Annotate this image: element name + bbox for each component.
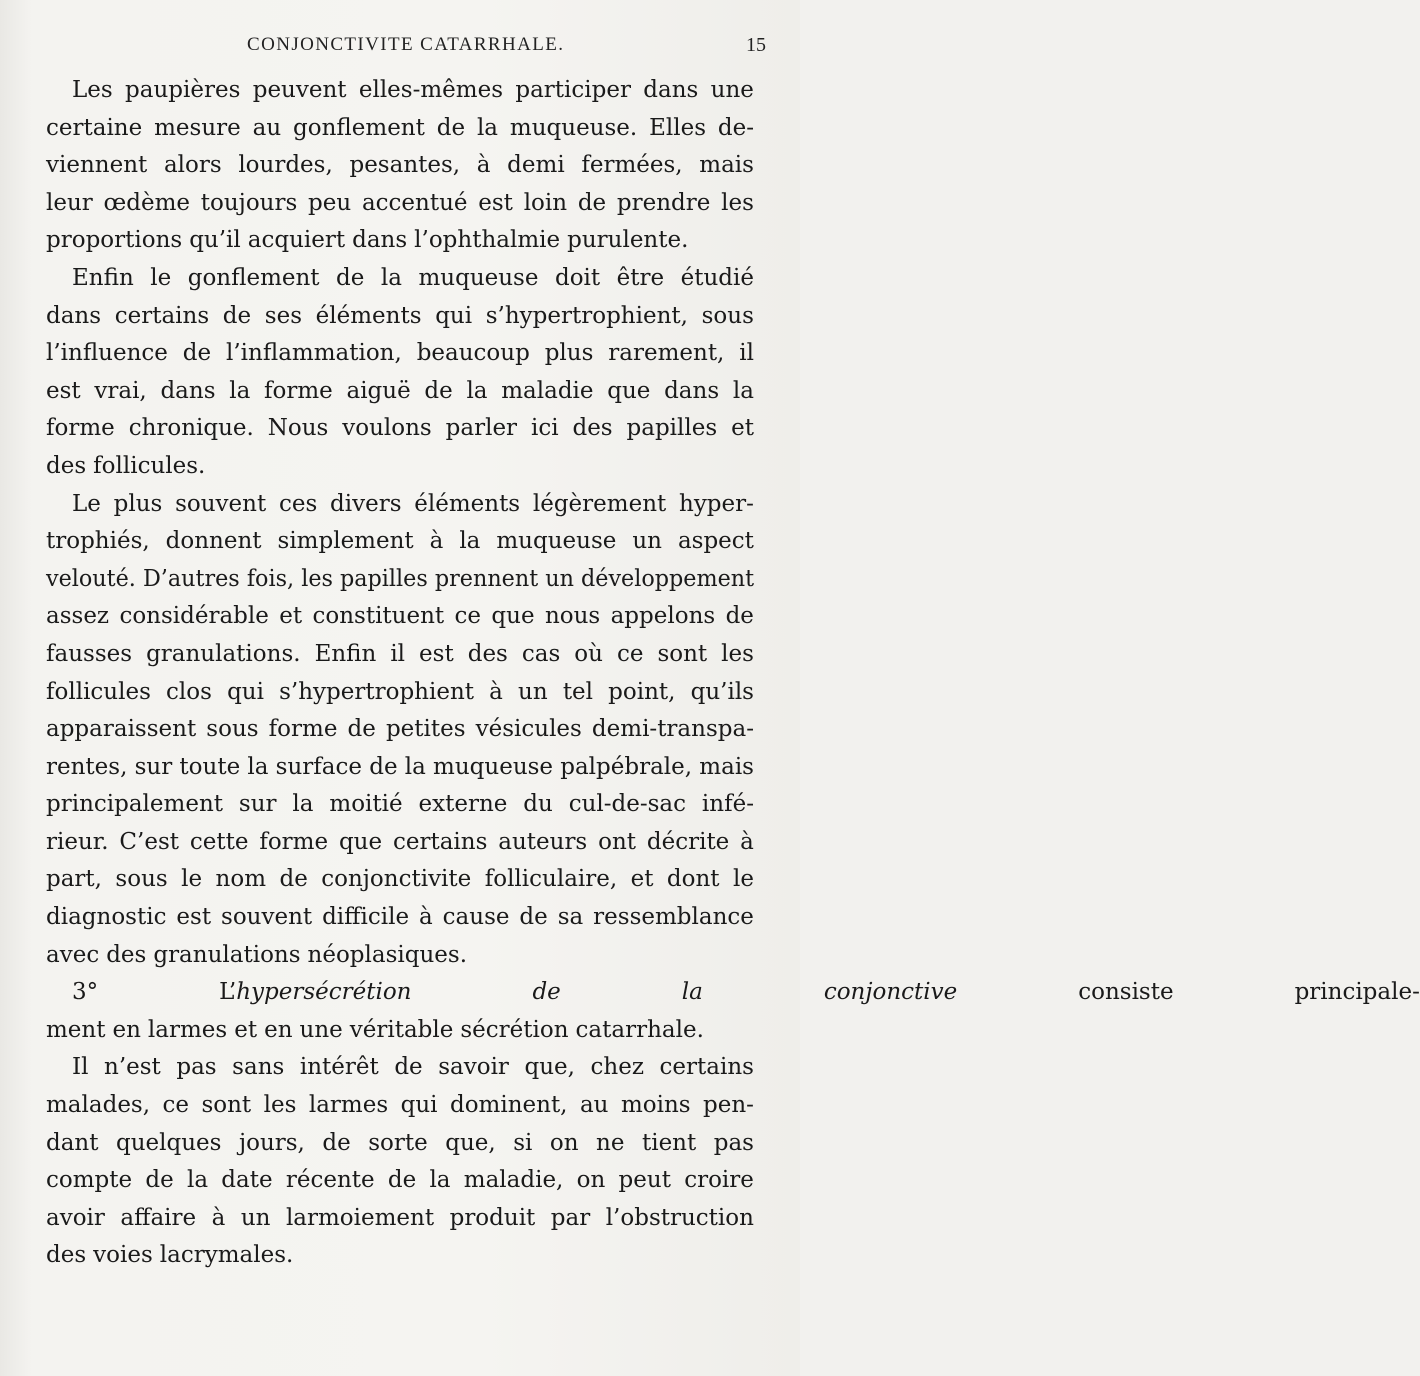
text-line: principalement sur la moitié externe du cul-de-sac infé- <box>46 791 754 818</box>
text-line: certaine mesure au gonflement de la muqueuse. Elles de- <box>46 114 754 141</box>
text-line: velouté. D’autres fois, les papilles prennent un développement <box>46 565 755 592</box>
text-line: fausses granulations. Enfin il est des cas où ce sont les <box>46 640 754 667</box>
text-line: apparaissent sous forme de petites vésicules demi-transpa- <box>46 716 754 743</box>
text-line: rieur. C’est cette forme que certains auteurs ont décrite à <box>46 828 754 855</box>
text-line: avec des granulations néoplasiques. <box>46 941 468 968</box>
page-header <box>0 34 800 60</box>
text-line: des follicules. <box>46 452 206 479</box>
text-line: Il n’est pas sans intérêt de savoir que, chez certains <box>72 1054 754 1081</box>
text-line: part, sous le nom de conjonctivite folliculaire, et dont le <box>46 866 754 893</box>
text-line: rentes, sur toute la surface de la muqueuse palpébrale, mais <box>46 753 754 780</box>
body-text <box>46 72 1420 1275</box>
text-line: avoir affaire à un larmoiement produit par l’obstruction <box>46 1204 754 1231</box>
text-line: trophiés, donnent simplement à la muqueuse un aspect <box>46 528 754 555</box>
text-line: assez considérable et constituent ce que nous appelons de <box>46 603 754 630</box>
text-line: ment en larmes et en une véritable sécrétion catarrhale. <box>46 1016 704 1043</box>
text-line: forme chronique. Nous voulons parler ici des papilles et <box>46 415 754 442</box>
text-line: Les paupières peuvent elles-mêmes participer dans une <box>72 77 754 103</box>
text-line-content <box>72 979 1420 1005</box>
text-line: viennent alors lourdes, pesantes, à demi fermées, mais <box>46 152 754 179</box>
text-line: malades, ce sont les larmes qui dominent, au moins pen- <box>46 1092 754 1119</box>
text-line: est vrai, dans la forme aiguë de la maladie que dans la <box>46 377 754 404</box>
text-line <box>46 974 1420 1012</box>
text-line: dant quelques jours, de sorte que, si on ne tient pas <box>46 1129 754 1156</box>
text-line: proportions qu’il acquiert dans l’ophthalmie purulente. <box>46 227 689 254</box>
text-line: des voies lacrymales. <box>46 1242 294 1269</box>
text-suffix: consiste principale- <box>957 979 1420 1006</box>
page-number: 15 <box>746 34 766 56</box>
text-line: Le plus souvent ces divers éléments légèrement hyper- <box>72 490 754 517</box>
text-line: dans certains de ses éléments qui s’hypertrophient, sous <box>46 302 754 329</box>
italic-term: hypersécrétion de la conjonctive <box>236 979 958 1006</box>
text-line: diagnostic est souvent difficile à cause de sa ressemblance <box>46 904 754 931</box>
text-line: l’influence de l’inflammation, beaucoup plus rarement, il <box>46 340 754 367</box>
text-prefix: 3° L’ <box>72 979 237 1006</box>
running-title: CONJONCTIVITE CATARRHALE. <box>247 34 565 55</box>
text-line: compte de la date récente de la maladie, on peut croire <box>46 1167 754 1194</box>
text-line: Enfin le gonflement de la muqueuse doit être étudié <box>72 264 754 291</box>
text-line: leur œdème toujours peu accentué est loin de prendre les <box>46 189 754 216</box>
text-line: follicules clos qui s’hypertrophient à un tel point, qu’ils <box>46 678 754 705</box>
